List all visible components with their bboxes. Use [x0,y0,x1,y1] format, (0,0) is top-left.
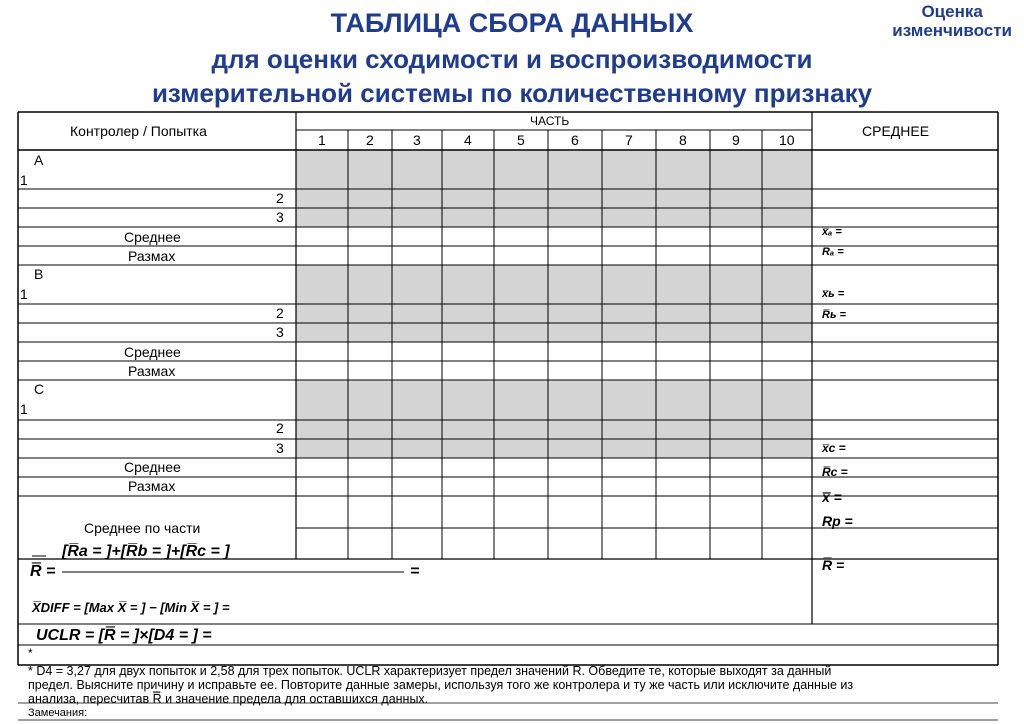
average-header: СРЕДНЕЕ [862,123,930,139]
grand-average-symbol: x̿ = [822,489,842,505]
operator-b-range-symbol: R̅ь = [822,309,846,321]
rbar-formula-equals: = [410,563,420,580]
notes-line-1: * D4 = 3,27 для двух попыток и 2,58 для трех попыток. UCLR характеризует предел значений R. Обведите те, которые выходят за данный [28,664,832,678]
operator-c-range-label: Размах [128,478,176,494]
notes-star: * [28,646,33,660]
notes-line-2: предел. Выясните причину и исправьте ее. Повторите данные замеры, используя того же контролера и ту же часть или исключите данные из [28,678,854,692]
part-number-3: 3 [413,132,421,148]
operator-a-range-label: Размах [128,248,176,264]
part-average-label: Среднее по части [84,520,201,536]
page-subtitle-line1: для оценки сходимости и воспроизводимости [211,44,813,74]
corner-label-line1: Оценка [921,2,983,21]
operator-a-average-label: Среднее [124,229,181,245]
operator-a-trial-3: 3 [276,209,284,225]
part-header: ЧАСТЬ [530,114,570,128]
rbar-formula-numerator: [R̅a = ]+[R̅b = ]+[R̅c = ] [62,543,230,560]
controller-trial-header: Контролер / Попытка [70,123,207,139]
part-number-1: 1 [318,132,326,148]
operator-c-trial-3: 3 [276,440,284,456]
part-number-4: 4 [464,132,472,148]
part-range-symbol: Rp = [822,513,853,529]
part-number-8: 8 [679,132,687,148]
page-title: ТАБЛИЦА СБОРА ДАННЫХ [330,8,694,38]
page-subtitle-line2: измерительной системы по количественному признаку [151,78,873,108]
remarks-label: Замечания: [28,707,88,719]
operator-b-average-label: Среднее [124,344,181,360]
notes-line-3: анализа, пересчитав R̿ и значение предела для оставшихся данных. [28,692,429,706]
operator-a-average-symbol: x̅ₐ = [822,226,842,238]
operator-c-trial-1: 1 [20,401,28,417]
part-number-9: 9 [732,132,740,148]
operator-c-average-symbol: x̅c = [822,441,846,455]
part-number-5: 5 [517,132,525,148]
corner-label-line2: изменчивости [892,21,1012,40]
operator-c-range-symbol: R̅c = [822,465,848,479]
trial-data-shaded-area [296,380,812,458]
operator-a-letter: A [34,152,44,168]
operator-c-trial-2: 2 [276,420,284,436]
operator-b-trial-1: 1 [20,286,28,302]
rbar-formula-label: R̿ = [30,563,56,580]
xdiff-formula: X̅DIFF = [Max X̅ = ] − [Min X̅ = ] = [32,600,230,615]
operator-c-average-label: Среднее [124,459,181,475]
operator-b-average-symbol: x̅ь = [822,288,845,300]
part-number-7: 7 [625,132,633,148]
ucl-formula: UCLR = [R̿ = ]×[D4 = ] = [36,627,212,644]
part-number-2: 2 [366,132,374,148]
part-number-6: 6 [571,132,579,148]
operator-a-trial-1: 1 [20,172,28,188]
rbar-result-symbol: R̿ = [822,557,845,573]
operator-b-range-label: Размах [128,363,176,379]
operator-c-letter: C [34,381,45,397]
operator-a-range-symbol: R̅ₐ = [822,246,844,258]
operator-a-trial-2: 2 [276,190,284,206]
operator-b-letter: B [34,266,44,282]
operator-b-trial-2: 2 [276,305,284,321]
operator-b-trial-3: 3 [276,324,284,340]
part-number-10: 10 [779,132,795,148]
